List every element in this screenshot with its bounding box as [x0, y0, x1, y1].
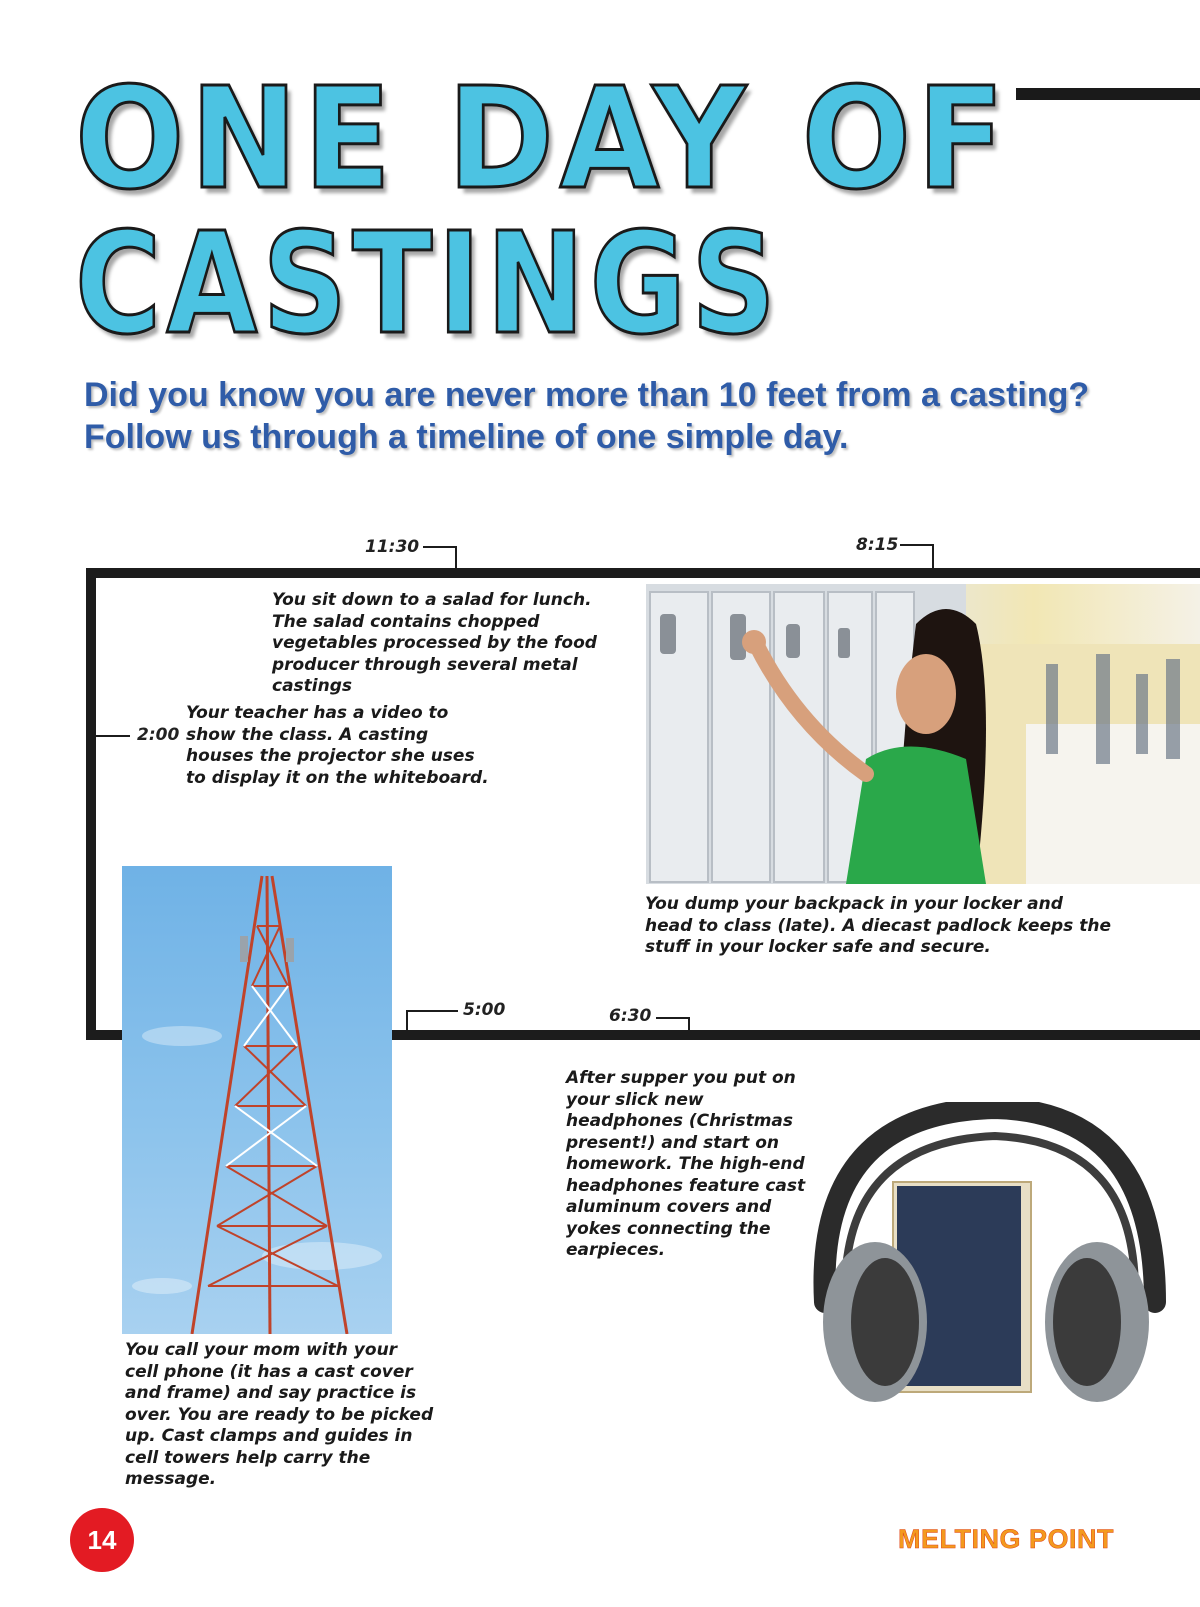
caption-815: You dump your backpack in your locker and head to class (late). A diecast padlock keeps the stuff in your locker safe and secure.: [645, 894, 1111, 957]
time-label-500: 5:00: [463, 1000, 506, 1020]
time-label-200: 2:00: [137, 725, 180, 745]
time-tick-815-h: [900, 544, 934, 546]
time-label-630: 6:30: [609, 1006, 652, 1026]
time-label-815: 8:15: [856, 535, 899, 555]
cell-tower-photo: [122, 866, 392, 1334]
time-tick-500-h: [406, 1010, 458, 1012]
locker-photo: [646, 584, 1200, 884]
time-label-1130: 11:30: [365, 537, 420, 557]
time-tick-1130-v: [455, 546, 457, 568]
time-tick-200: [96, 735, 130, 737]
time-tick-630-h: [656, 1017, 690, 1019]
caption-200: Your teacher has a video to show the class. A casting houses the projector she uses to display it on the whiteboard.: [186, 703, 489, 788]
page-title-line-1: ONE DAY OF: [75, 58, 1011, 221]
caption-630: After supper you put on your slick new headphones (Christmas present!) and start on homework. The high-end headphones feature cast aluminum covers and yokes connecting the earpieces.: [566, 1068, 806, 1260]
time-tick-500-v: [406, 1010, 408, 1040]
page-title-line-2: CASTINGS: [75, 203, 781, 366]
title-rule: [1016, 88, 1200, 100]
publication-brand: MELTING POINT: [898, 1524, 1114, 1554]
page-number-badge: 14: [70, 1508, 134, 1572]
headphones-photo: [805, 1102, 1175, 1434]
page-subtitle: Did you know you are never more than 10 feet from a casting? Follow us through a timeline of one simple day.: [84, 376, 1090, 456]
time-tick-815-v: [932, 544, 934, 568]
caption-500: You call your mom with your cell phone (it has a cast cover and frame) and say practice is over. You are ready to be picked up. Cast clamps and guides in cell towers help carry the message.: [125, 1340, 434, 1489]
time-tick-630-v: [688, 1017, 690, 1040]
time-tick-1130-h: [423, 546, 457, 548]
caption-1130: You sit down to a salad for lunch. The salad contains chopped vegetables processed by the food producer through several metal castings: [272, 590, 597, 696]
